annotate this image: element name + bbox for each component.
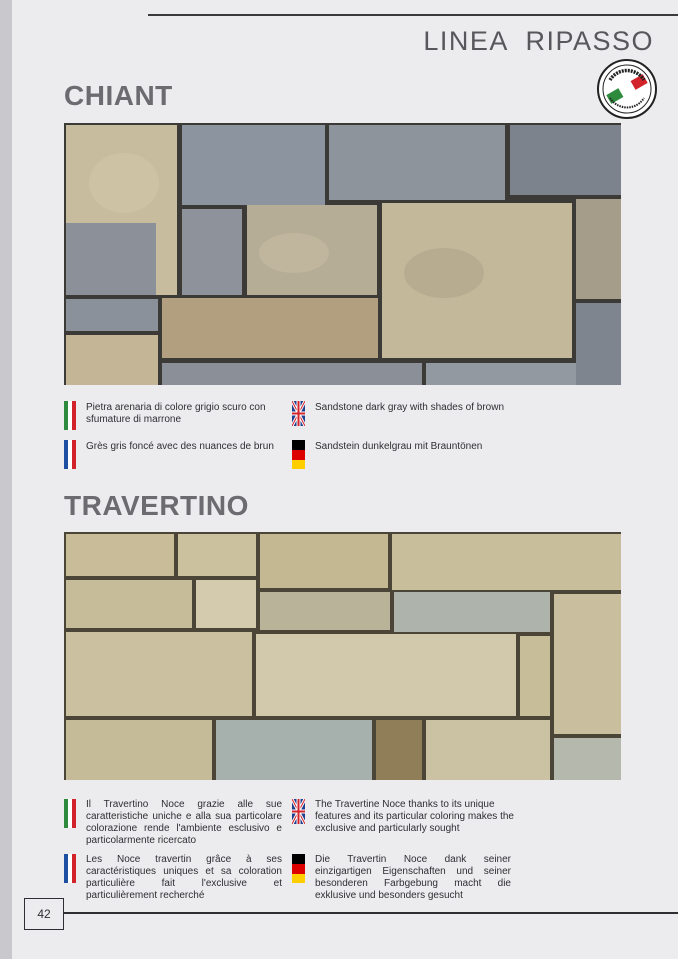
left-margin-bar [0,0,12,959]
header-rule [148,14,678,16]
uk-flag-icon [292,401,305,426]
chiant-desc-french: Grès gris foncé avec des nuances de brun [86,441,274,452]
section-title-travertino: TRAVERTINO [64,490,249,521]
travertino-desc-french: Les Noce travertin grâce à ses caractéristiques uniques et sa coloration particulière fait l'exclusive et particulièrement recherché [86,854,282,901]
germany-flag-icon [292,854,305,883]
section-title-chiant: CHIANT [64,80,173,111]
travertino-stone-photo [64,532,621,780]
chiant-desc-italian: Pietra arenaria di colore grigio scuro con sfumature di marrone [86,402,266,425]
italy-flag-icon [64,401,76,430]
france-flag-icon [64,440,76,469]
travertino-desc-german: Die Travertin Noce dank seiner einzigartigen Eigenschaften und seiner besonderen Farbgebung macht die exklusive und besonders gesucht [315,854,511,901]
series-title: LINEA RIPASSO [423,26,654,56]
originale-italiano-seal [596,58,658,120]
chiant-stone-photo [64,123,621,385]
travertino-desc-italian: Il Travertino Noce grazie alle sue caratteristiche uniche e alla sua particolare colorazione rende l'ambiente esclusivo e particolarmente ricercato [86,799,282,846]
germany-flag-icon [292,440,305,469]
uk-flag-icon [292,799,305,824]
chiant-desc-german: Sandstein dunkelgrau mit Brauntönen [315,441,483,452]
france-flag-icon [64,854,76,883]
travertino-desc-english: The Travertine Noce thanks to its unique features and its particular coloring makes the exclusive and particularly sought [315,799,514,834]
footer-rule [64,912,678,914]
chiant-desc-english: Sandstone dark gray with shades of brown [315,402,504,413]
page-number: 42 [24,898,64,930]
italy-flag-icon [64,799,76,828]
